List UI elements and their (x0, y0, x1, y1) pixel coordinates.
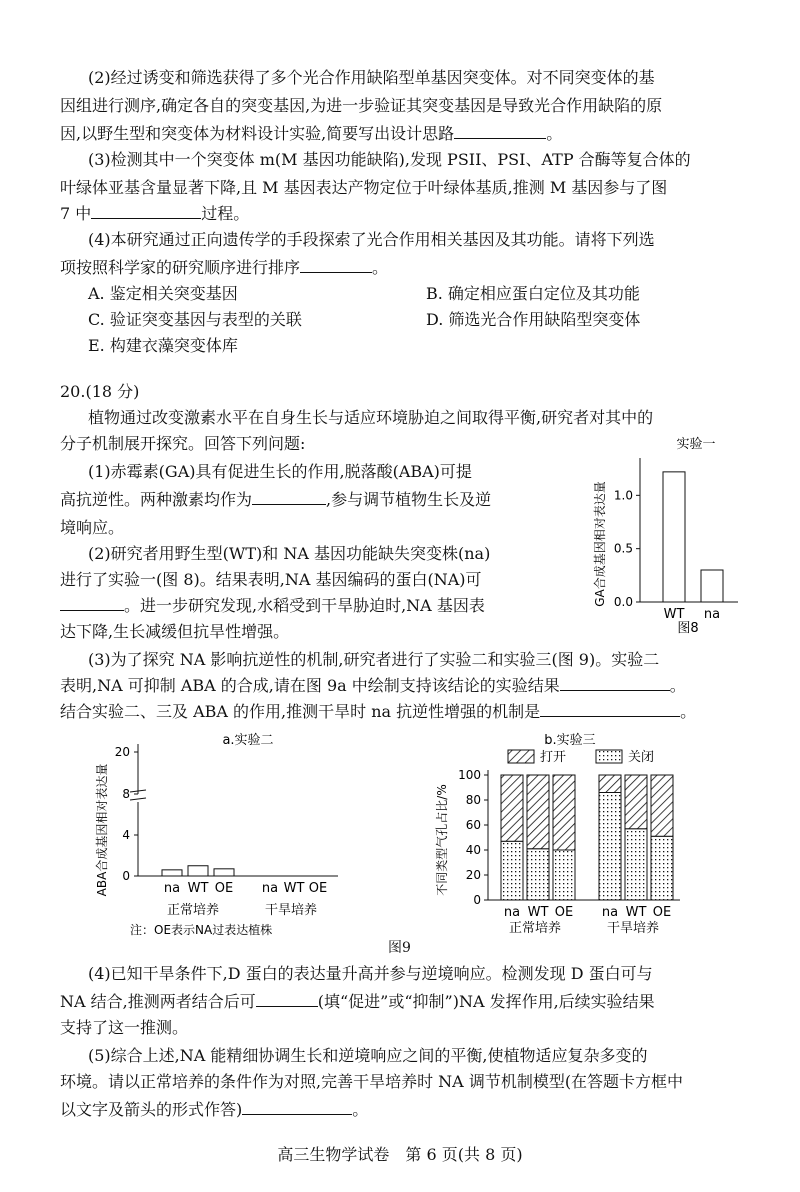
q19-p3-line2: 叶绿体亚基含量显著下降,且 M 基因表达产物定位于叶绿体基质,推测 M 基因参与了图 (60, 178, 668, 197)
fig8-ytick-label: 1.0 (613, 488, 633, 503)
answer-blank[interactable] (454, 124, 546, 139)
text: 以文字及箭头的形式作答) (60, 1100, 243, 1119)
fig9a-xlabel: OE (214, 881, 234, 896)
figure-9b-chart (430, 730, 690, 940)
legend-closed-label: 关闭 (628, 750, 655, 765)
text: 项按照科学家的研究顺序进行排序 (60, 258, 301, 277)
fig8-title: 实验一 (676, 437, 716, 452)
text: 。 (680, 702, 697, 721)
fig9a-axis-break-2 (130, 798, 146, 800)
text: 。 (669, 676, 686, 695)
option-b: B. 确定相应蛋白定位及其功能 (426, 284, 640, 303)
fig9a-ytick-label: 20 (114, 745, 130, 759)
answer-blank[interactable] (540, 702, 680, 717)
fig9a-bar (214, 869, 234, 876)
fig8-ytick-label: 0.0 (613, 595, 633, 609)
fig9b-bar-closed (651, 836, 673, 900)
fig9b-xlabel: na (601, 905, 619, 920)
fig9b-xlabel: WT (625, 905, 647, 920)
answer-blank[interactable] (560, 676, 670, 691)
fig9b-xlabel: na (503, 905, 521, 920)
fig9b-bar-open (501, 775, 523, 841)
fig9b-bar-open (599, 775, 621, 793)
q20-intro-line1: 植物通过改变激素水平在自身生长与适应环境胁迫之间取得平衡,研究者对其中的 (88, 408, 654, 427)
q20-p5-line2: 环境。请以正常培养的条件作为对照,完善干旱培养时 NA 调节机制模型(在答题卡方框中 (60, 1072, 684, 1091)
text: ,参与调节植物生长及逆 (326, 490, 492, 509)
fig9b-bar-closed (553, 850, 575, 900)
answer-blank[interactable] (300, 258, 372, 273)
fig9b-bar-closed (501, 841, 523, 900)
fig9a-bar (162, 870, 182, 876)
fig9b-ytick-label: 100 (458, 768, 481, 782)
fig9b-ytick-label: 60 (465, 818, 481, 832)
fig9a-ytick-label: 4 (122, 828, 130, 842)
q20-p4-line1: (4)已知干旱条件下,D 蛋白的表达量升高并参与逆境响应。检测发现 D 蛋白可与 (88, 964, 653, 983)
text: 。 (546, 124, 563, 143)
fig9b-ytick-label: 80 (465, 793, 481, 807)
text: 结合实验二、三及 ABA 的作用,推测干旱时 na 抗逆性增强的机制是 (60, 702, 541, 721)
fig9b-group-drought: 干旱培养 (606, 921, 660, 936)
fig9b-bar-open (553, 775, 575, 850)
fig9a-xlabel: na (261, 881, 279, 896)
fig9a-xlabel: WT (283, 881, 305, 896)
answer-blank[interactable] (252, 490, 326, 505)
fig9a-ytick-label: 0 (122, 869, 130, 883)
fig9b-bar-open (527, 775, 549, 849)
legend-open-label: 打开 (540, 750, 567, 765)
fig9b-xlabel: WT (527, 905, 549, 920)
option-e: E. 构建衣藻突变体库 (88, 336, 238, 355)
fig9a-note: 注：OE表示NA过表达植株 (130, 923, 273, 937)
answer-blank[interactable] (60, 596, 124, 611)
q20-p4-line2 (60, 992, 655, 1012)
fig8-xlabel: WT (663, 607, 685, 622)
legend-open-swatch (508, 750, 534, 763)
legend-closed-swatch (596, 750, 622, 763)
fig9b-bar-open (651, 775, 673, 836)
text: 因,以野生型和突变体为材料设计实验,简要写出设计思路 (60, 124, 455, 143)
figure-9a-chart (88, 730, 368, 940)
q20-p1-line3: 境响应。 (60, 518, 125, 537)
fig8-ytick-label: 0.5 (613, 541, 633, 556)
fig9a-xlabel: OE (308, 881, 328, 896)
option-a: A. 鉴定相关突变基因 (88, 284, 238, 303)
fig9b-bar-closed (625, 829, 647, 900)
text: 表明,NA 可抑制 ABA 的合成,请在图 9a 中绘制支持该结论的实验结果 (60, 676, 560, 695)
fig8-caption: 图8 (677, 621, 699, 636)
q20-p2-line3 (60, 596, 485, 616)
fig9b-ylabel: 不同类型气孔占比/% (435, 784, 449, 896)
q20-p2-line2: 进行了实验一(图 8)。结果表明,NA 基因编码的蛋白(NA)可 (60, 570, 482, 589)
fig9a-group-normal: 正常培养 (166, 903, 220, 918)
text: 过程。 (201, 204, 250, 223)
q19-p2-line1: (2)经过诱变和筛选获得了多个光合作用缺陷型单基因突变体。对不同突变体的基 (88, 68, 655, 87)
q20-p2-line1: (2)研究者用野生型(WT)和 NA 基因功能缺失突变株(na) (88, 544, 491, 563)
q20-p1-line1: (1)赤霉素(GA)具有促进生长的作用,脱落酸(ABA)可提 (88, 462, 472, 481)
q20-p4-line3: 支持了这一推测。 (60, 1018, 189, 1037)
fig8-bar-WT (663, 472, 685, 602)
text: (填“促进”或“抑制”)NA 发挥作用,后续实验结果 (317, 992, 655, 1011)
fig9a-xlabel: WT (187, 881, 209, 896)
fig8-xlabel: na (703, 607, 721, 622)
fig9a-title: a.实验二 (222, 733, 274, 748)
fig9b-bar-closed (527, 849, 549, 900)
figure-8-chart (588, 432, 748, 640)
q20-p3-line1: (3)为了探究 NA 影响抗逆性的机制,研究者进行了实验二和实验三(图 9)。实验二 (88, 650, 660, 669)
q19-p2-line2: 因组进行测序,确定各自的突变基因,为进一步验证其突变基因是导致光合作用缺陷的原 (60, 96, 663, 115)
q19-p4-line2 (60, 258, 388, 278)
fig9a-group-drought: 干旱培养 (264, 903, 318, 918)
text: 。 (372, 258, 389, 277)
text: 。进一步研究发现,水稻受到干旱胁迫时,NA 基因表 (124, 596, 485, 615)
fig9b-ytick-label: 0 (473, 893, 481, 907)
page-footer: 高三生物学试卷 第 6 页(共 8 页) (277, 1145, 523, 1164)
fig9a-ylabel: ABA合成基因相对表达量 (95, 763, 109, 897)
option-c: C. 验证突变基因与表型的关联 (88, 310, 302, 329)
q20-p3-line2 (60, 676, 686, 696)
q19-p2-line3 (60, 124, 562, 144)
text: 高抗逆性。两种激素均作为 (60, 490, 253, 509)
answer-blank[interactable] (242, 1100, 352, 1115)
q20-p3-line3 (60, 702, 696, 722)
fig9b-ytick-label: 20 (465, 868, 481, 882)
fig8-bar-na (701, 570, 723, 602)
text: NA 结合,推测两者结合后可 (60, 992, 256, 1011)
fig9b-xlabel: OE (652, 905, 672, 920)
fig9b-group-normal: 正常培养 (508, 921, 562, 936)
fig9-caption: 图9 (388, 940, 411, 956)
text: 。 (352, 1100, 369, 1119)
q19-p4-line1: (4)本研究通过正向遗传学的手段探索了光合作用相关基因及其功能。请将下列选 (88, 230, 655, 249)
answer-blank[interactable] (256, 992, 318, 1007)
fig9b-bar-closed (599, 793, 621, 901)
fig9a-bar (188, 866, 208, 876)
q20-p5-line1: (5)综合上述,NA 能精细协调生长和逆境响应之间的平衡,使植物适应复杂多变的 (88, 1046, 648, 1065)
option-d: D. 筛选光合作用缺陷型突变体 (426, 310, 641, 329)
q19-p3-line3 (60, 204, 249, 224)
fig9a-ytick-label: 8 (122, 787, 130, 801)
q20-p2-line4: 达下降,生长减缓但抗旱性增强。 (60, 622, 290, 641)
answer-blank[interactable] (91, 204, 201, 219)
q20-p1-line2 (60, 490, 491, 510)
q20-header: 20.(18 分) (60, 382, 140, 401)
fig9a-xlabel: na (163, 881, 181, 896)
q19-p3-line1: (3)检测其中一个突变体 m(M 基因功能缺陷),发现 PSII、PSI、ATP 合酶等复合体的 (88, 150, 691, 169)
q20-p5-line3 (60, 1100, 368, 1120)
fig9b-xlabel: OE (554, 905, 574, 920)
q20-intro-line2: 分子机制展开探究。回答下列问题: (60, 434, 306, 453)
fig9b-title: b.实验三 (544, 733, 596, 748)
fig8-ylabel: GA合成基因相对表达量 (593, 481, 607, 607)
fig9b-bar-open (625, 775, 647, 829)
text: 7 中 (60, 204, 92, 223)
fig9b-ytick-label: 40 (465, 843, 481, 857)
